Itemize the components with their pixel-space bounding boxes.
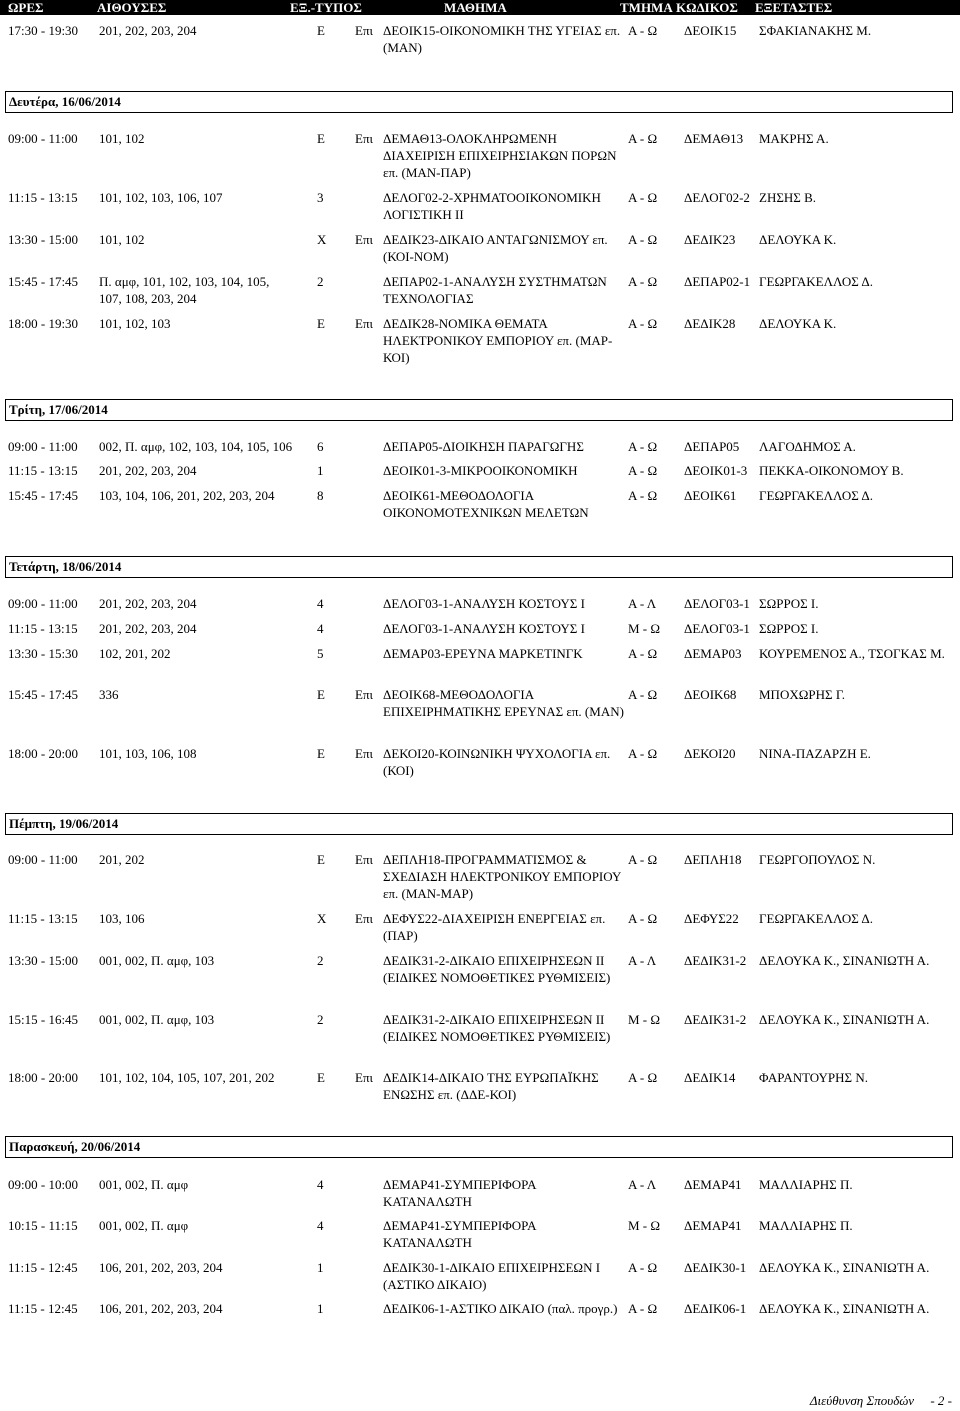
row-section: Α - Ω [628,131,658,146]
row-section: Α - Ω [628,646,658,661]
header-section: ΤΜΗΜΑ [620,0,673,15]
row-examiners: ΜΑΛΛΙΑΡΗΣ Π. [759,1218,853,1233]
day-heading: Δευτέρα, 16/06/2014 [5,91,953,113]
row-examiners: ΔΕΛΟΥΚΑ Κ. [759,316,837,331]
row-elective: Επι [355,23,374,38]
row-course: ΔΕΜΑΡ41-ΣΥΜΠΕΡΙΦΟΡΑ ΚΑΤΑΝΑΛΩΤΗ [383,1177,536,1209]
row-section: Α - Ω [628,911,658,926]
row-code: ΔΕΚΟΙ20 [684,746,736,761]
row-code: ΔΕΟΙΚ68 [684,687,737,702]
header-course: ΜΑΘΗΜΑ [444,0,507,15]
row-code: ΔΕΟΙΚ01-3 [684,463,748,478]
row-halls: 102, 201, 202 [99,646,171,661]
row-examiners: ΠΕΚΚΑ-ΟΙΚΟΝΟΜΟΥ Β. [759,463,904,478]
row-examiners: ΔΕΛΟΥΚΑ Κ., ΣΙΝΑΝΙΩΤΗ Α. [759,1260,930,1275]
row-examiners: ΖΗΣΗΣ Β. [759,190,817,205]
row-time: 11:15 - 13:15 [8,911,78,926]
row-examiners: ΔΕΛΟΥΚΑ Κ., ΣΙΝΑΝΙΩΤΗ Α. [759,1301,930,1316]
row-semester: E [317,1070,325,1085]
row-course: ΔΕΔΙΚ28-ΝΟΜΙΚΑ ΘΕΜΑΤΑ ΗΛΕΚΤΡΟΝΙΚΟΥ ΕΜΠΟΡΙΟΥ επ. (ΜΑΡ-ΚΟΙ) [383,316,613,365]
row-course: ΔΕΦΥΣ22-ΔΙΑΧΕΙΡΙΣΗ ΕΝΕΡΓΕΙΑΣ επ. (ΠΑΡ) [383,911,606,943]
row-semester: 4 [317,1218,324,1233]
row-semester: 2 [317,274,324,289]
row-elective: Επι [355,911,374,926]
row-halls: 201, 202 [99,852,145,867]
day-heading: Πέμπτη, 19/06/2014 [5,813,953,835]
row-course: ΔΕΔΙΚ31-2-ΔΙΚΑΙΟ ΕΠΙΧΕΙΡΗΣΕΩΝ ΙΙ (ΕΙΔΙΚΕΣ ΝΟΜΟΘΕΤΙΚΕΣ ΡΥΘΜΙΣΕΙΣ) [383,1012,611,1044]
row-time: 13:30 - 15:00 [8,232,79,247]
row-time: 18:00 - 20:00 [8,746,79,761]
row-section: Α - Ω [628,190,658,205]
row-examiners: ΜΠΟΧΩΡΗΣ Γ. [759,687,846,702]
row-code: ΔΕΔΙΚ31-2 [684,953,747,968]
row-code: ΔΕΟΙΚ61 [684,488,737,503]
row-course: ΔΕΛΟΓ02-2-ΧΡΗΜΑΤΟΟΙΚΟΝΟΜΙΚΗ ΛΟΓΙΣΤΙΚΗ ΙΙ [383,190,601,222]
row-code: ΔΕΔΙΚ14 [684,1070,736,1085]
row-semester: E [317,852,325,867]
row-section: Μ - Ω [628,1012,661,1027]
row-course: ΔΕΟΙΚ68-ΜΕΘΟΔΟΛΟΓΙΑ ΕΠΙΧΕΙΡΗΜΑΤΙΚΗΣ ΕΡΕΥΝΑΣ επ. (ΜΑΝ) [383,687,624,719]
row-time: 18:00 - 19:30 [8,316,79,331]
row-examiners: ΓΕΩΡΓΑΚΕΛΛΟΣ Δ. [759,911,873,926]
row-elective: Επι [355,852,374,867]
row-time: 09:00 - 11:00 [8,596,78,611]
row-code: ΔΕΜΑΡ41 [684,1177,742,1192]
row-semester: 5 [317,646,324,661]
row-section: Α - Ω [628,316,658,331]
row-time: 15:45 - 17:45 [8,274,79,289]
row-section: Α - Λ [628,953,657,968]
row-course: ΔΕΔΙΚ23-ΔΙΚΑΙΟ ΑΝΤΑΓΩΝΙΣΜΟΥ επ. (ΚΟΙ-ΝΟΜ) [383,232,608,264]
row-code: ΔΕΔΙΚ06-1 [684,1301,747,1316]
row-course: ΔΕΔΙΚ14-ΔΙΚΑΙΟ ΤΗΣ ΕΥΡΩΠΑΪΚΗΣ ΕΝΩΣΗΣ επ. (ΔΔΕ-ΚΟΙ) [383,1070,599,1102]
row-time: 13:30 - 15:00 [8,953,79,968]
row-time: 18:00 - 20:00 [8,1070,79,1085]
row-elective: Επι [355,687,374,702]
row-time: 11:15 - 13:15 [8,621,78,636]
row-course: ΔΕΜΑΡ41-ΣΥΜΠΕΡΙΦΟΡΑ ΚΑΤΑΝΑΛΩΤΗ [383,1218,536,1250]
row-time: 11:15 - 13:15 [8,463,78,478]
row-semester: 1 [317,1260,324,1275]
row-examiners: ΦΑΡΑΝΤΟΥΡΗΣ Ν. [759,1070,869,1085]
row-code: ΔΕΛΟΓ02-2 [684,190,750,205]
row-halls: 101, 102 [99,131,145,146]
row-section: Α - Ω [628,439,658,454]
row-section: Α - Ω [628,1070,658,1085]
header-code: ΚΩΔΙΚΟΣ [676,0,738,15]
row-code: ΔΕΜΑΡ03 [684,646,742,661]
row-time: 13:30 - 15:30 [8,646,79,661]
footer [810,1393,952,1409]
row-semester: 4 [317,596,324,611]
row-course: ΔΕΠΑΡ05-ΔΙΟΙΚΗΣΗ ΠΑΡΑΓΩΓΗΣ [383,439,584,454]
row-code: ΔΕΜΑΘ13 [684,131,744,146]
row-semester: E [317,131,325,146]
row-examiners: ΓΕΩΡΓΟΠΟΥΛΟΣ Ν. [759,852,876,867]
row-code: ΔΕΔΙΚ30-1 [684,1260,747,1275]
row-semester: 1 [317,463,324,478]
row-semester: X [317,911,327,926]
row-examiners: ΔΕΛΟΥΚΑ Κ. [759,232,837,247]
row-section: Α - Ω [628,852,658,867]
row-course: ΔΕΟΙΚ15-ΟΙΚΟΝΟΜΙΚΗ ΤΗΣ ΥΓΕΙΑΣ επ. (ΜΑΝ) [383,23,621,55]
row-course: ΔΕΠΑΡ02-1-ΑΝΑΛΥΣΗ ΣΥΣΤΗΜΑΤΩΝ ΤΕΧΝΟΛΟΓΙΑΣ [383,274,607,306]
row-course: ΔΕΜΑΘ13-ΟΛΟΚΛΗΡΩΜΕΝΗ ΔΙΑΧΕΙΡΙΣΗ ΕΠΙΧΕΙΡΗΣΙΑΚΩΝ ΠΟΡΩΝ επ. (ΜΑΝ-ΠΑΡ) [383,131,617,180]
row-section: Α - Ω [628,1301,658,1316]
row-course: ΔΕΟΙΚ61-ΜΕΘΟΔΟΛΟΓΙΑ ΟΙΚΟΝΟΜΟΤΕΧΝΙΚΩΝ ΜΕΛΕΤΩΝ [383,488,589,520]
row-code: ΔΕΠΛΗ18 [684,852,742,867]
row-halls: 101, 102, 104, 105, 107, 201, 202 [99,1070,275,1085]
row-code: ΔΕΔΙΚ28 [684,316,736,331]
row-time: 09:00 - 11:00 [8,439,78,454]
row-examiners: ΝΙΝΑ-ΠΑΖΑΡΖΗ Ε. [759,746,871,761]
row-elective: Επι [355,131,374,146]
row-code: ΔΕΛΟΓ03-1 [684,596,750,611]
row-semester: 2 [317,953,324,968]
footer-page: - 2 - [930,1393,952,1408]
row-course: ΔΕΔΙΚ06-1-ΑΣΤΙΚΟ ΔΙΚΑΙΟ (παλ. προγρ.) [383,1301,618,1316]
row-section: Α - Ω [628,463,658,478]
row-code: ΔΕΦΥΣ22 [684,911,739,926]
row-semester: 2 [317,1012,324,1027]
row-elective: Επι [355,746,374,761]
row-section: Α - Λ [628,1177,657,1192]
header-time: ΩΡΕΣ [8,0,44,15]
row-course: ΔΕΠΛΗ18-ΠΡΟΓΡΑΜΜΑΤΙΣΜΟΣ & ΣΧΕΔΙΑΣΗ ΗΛΕΚΤΡΟΝΙΚΟΥ ΕΜΠΟΡΙΟΥ επ. (ΜΑΝ-ΜΑΡ) [383,852,621,901]
row-code: ΔΕΔΙΚ31-2 [684,1012,747,1027]
row-time: 17:30 - 19:30 [8,23,79,38]
row-examiners: ΜΑΛΛΙΑΡΗΣ Π. [759,1177,853,1192]
header-type: ΕΞ.-ΤΥΠΟΣ [290,0,362,15]
footer-dept: Διεύθυνση Σπουδών [809,1393,915,1408]
row-halls: 106, 201, 202, 203, 204 [99,1260,223,1275]
row-halls: 001, 002, Π. αμφ [99,1177,189,1192]
row-time: 09:00 - 11:00 [8,852,78,867]
row-halls: 103, 106 [99,911,145,926]
row-halls: 106, 201, 202, 203, 204 [99,1301,223,1316]
row-examiners: ΛΑΓΟΔΗΜΟΣ Α. [759,439,856,454]
row-code: ΔΕΔΙΚ23 [684,232,736,247]
row-course: ΔΕΔΙΚ31-2-ΔΙΚΑΙΟ ΕΠΙΧΕΙΡΗΣΕΩΝ ΙΙ (ΕΙΔΙΚΕΣ ΝΟΜΟΘΕΤΙΚΕΣ ΡΥΘΜΙΣΕΙΣ) [383,953,611,985]
row-time: 09:00 - 10:00 [8,1177,79,1192]
row-course: ΔΕΚΟΙ20-ΚΟΙΝΩΝΙΚΗ ΨΥΧΟΛΟΓΙΑ επ. (ΚΟΙ) [383,746,611,778]
row-semester: 8 [317,488,324,503]
row-time: 11:15 - 12:45 [8,1260,78,1275]
row-halls: 002, Π. αμφ, 102, 103, 104, 105, 106 [99,439,293,454]
row-code: ΔΕΠΑΡ05 [684,439,740,454]
row-section: Α - Ω [628,746,658,761]
day-heading: Τετάρτη, 18/06/2014 [5,556,953,578]
row-section: Μ - Ω [628,621,661,636]
row-semester: 6 [317,439,324,454]
row-time: 15:45 - 17:45 [8,687,79,702]
row-halls: 336 [99,687,119,702]
row-examiners: ΓΕΩΡΓΑΚΕΛΛΟΣ Δ. [759,274,873,289]
row-section: Α - Ω [628,23,658,38]
row-semester: 3 [317,190,324,205]
row-elective: Επι [355,1070,374,1085]
row-section: Μ - Ω [628,1218,661,1233]
row-course: ΔΕΛΟΓ03-1-ΑΝΑΛΥΣΗ ΚΟΣΤΟΥΣ Ι [383,596,585,611]
row-time: 11:15 - 13:15 [8,190,78,205]
row-course: ΔΕΜΑΡ03-ΕΡΕΥΝΑ ΜΑΡΚΕΤΙΝΓΚ [383,646,583,661]
row-halls: 001, 002, Π. αμφ [99,1218,189,1233]
row-section: Α - Ω [628,274,658,289]
row-section: Α - Ω [628,1260,658,1275]
row-examiners: ΚΟΥΡΕΜΕΝΟΣ Α., ΤΣΟΓΚΑΣ Μ. [759,646,945,661]
row-semester: E [317,23,325,38]
row-halls: 201, 202, 203, 204 [99,23,197,38]
row-section: Α - Ω [628,488,658,503]
row-section: Α - Ω [628,232,658,247]
row-semester: 4 [317,621,324,636]
row-examiners: ΣΩΡΡΟΣ Ι. [759,596,819,611]
day-heading: Παρασκευή, 20/06/2014 [5,1136,953,1158]
row-code: ΔΕΟΙΚ15 [684,23,737,38]
row-elective: Επι [355,232,374,247]
row-course: ΔΕΟΙΚ01-3-ΜΙΚΡΟΟΙΚΟΝΟΜΙΚΗ [383,463,578,478]
header-examiners: ΕΞΕΤΑΣΤΕΣ [755,0,833,15]
row-examiners: ΔΕΛΟΥΚΑ Κ., ΣΙΝΑΝΙΩΤΗ Α. [759,1012,930,1027]
header-halls: ΑΙΘΟΥΣΕΣ [97,0,167,15]
row-course: ΔΕΛΟΓ03-1-ΑΝΑΛΥΣΗ ΚΟΣΤΟΥΣ Ι [383,621,585,636]
row-time: 09:00 - 11:00 [8,131,78,146]
row-halls: 101, 102 [99,232,145,247]
row-time: 15:45 - 17:45 [8,488,79,503]
row-semester: 4 [317,1177,324,1192]
row-semester: X [317,232,327,247]
row-examiners: ΜΑΚΡΗΣ Α. [759,131,829,146]
row-elective: Επι [355,316,374,331]
row-halls: 101, 103, 106, 108 [99,746,197,761]
row-halls: Π. αμφ, 101, 102, 103, 104, 105, 107, 108, 203, 204 [99,274,270,306]
table-header [0,0,960,15]
row-time: 11:15 - 12:45 [8,1301,78,1316]
row-examiners: ΣΦΑΚΙΑΝΑΚΗΣ Μ. [759,23,872,38]
row-code: ΔΕΜΑΡ41 [684,1218,742,1233]
row-halls: 103, 104, 106, 201, 202, 203, 204 [99,488,275,503]
row-halls: 201, 202, 203, 204 [99,596,197,611]
row-examiners: ΓΕΩΡΓΑΚΕΛΛΟΣ Δ. [759,488,873,503]
row-semester: E [317,316,325,331]
row-section: Α - Λ [628,596,657,611]
row-halls: 001, 002, Π. αμφ, 103 [99,1012,215,1027]
row-code: ΔΕΛΟΓ03-1 [684,621,750,636]
row-examiners: ΔΕΛΟΥΚΑ Κ., ΣΙΝΑΝΙΩΤΗ Α. [759,953,930,968]
row-semester: 1 [317,1301,324,1316]
row-halls: 201, 202, 203, 204 [99,621,197,636]
row-code: ΔΕΠΑΡ02-1 [684,274,751,289]
row-semester: E [317,687,325,702]
row-halls: 101, 102, 103, 106, 107 [99,190,223,205]
row-halls: 201, 202, 203, 204 [99,463,197,478]
row-halls: 101, 102, 103 [99,316,171,331]
row-course: ΔΕΔΙΚ30-1-ΔΙΚΑΙΟ ΕΠΙΧΕΙΡΗΣΕΩΝ Ι (ΑΣΤΙΚΟ ΔΙΚΑΙΟ) [383,1260,601,1292]
row-examiners: ΣΩΡΡΟΣ Ι. [759,621,819,636]
row-halls: 001, 002, Π. αμφ, 103 [99,953,215,968]
row-semester: E [317,746,325,761]
row-section: Α - Ω [628,687,658,702]
row-time: 15:15 - 16:45 [8,1012,79,1027]
day-heading: Τρίτη, 17/06/2014 [5,399,953,421]
row-time: 10:15 - 11:15 [8,1218,78,1233]
